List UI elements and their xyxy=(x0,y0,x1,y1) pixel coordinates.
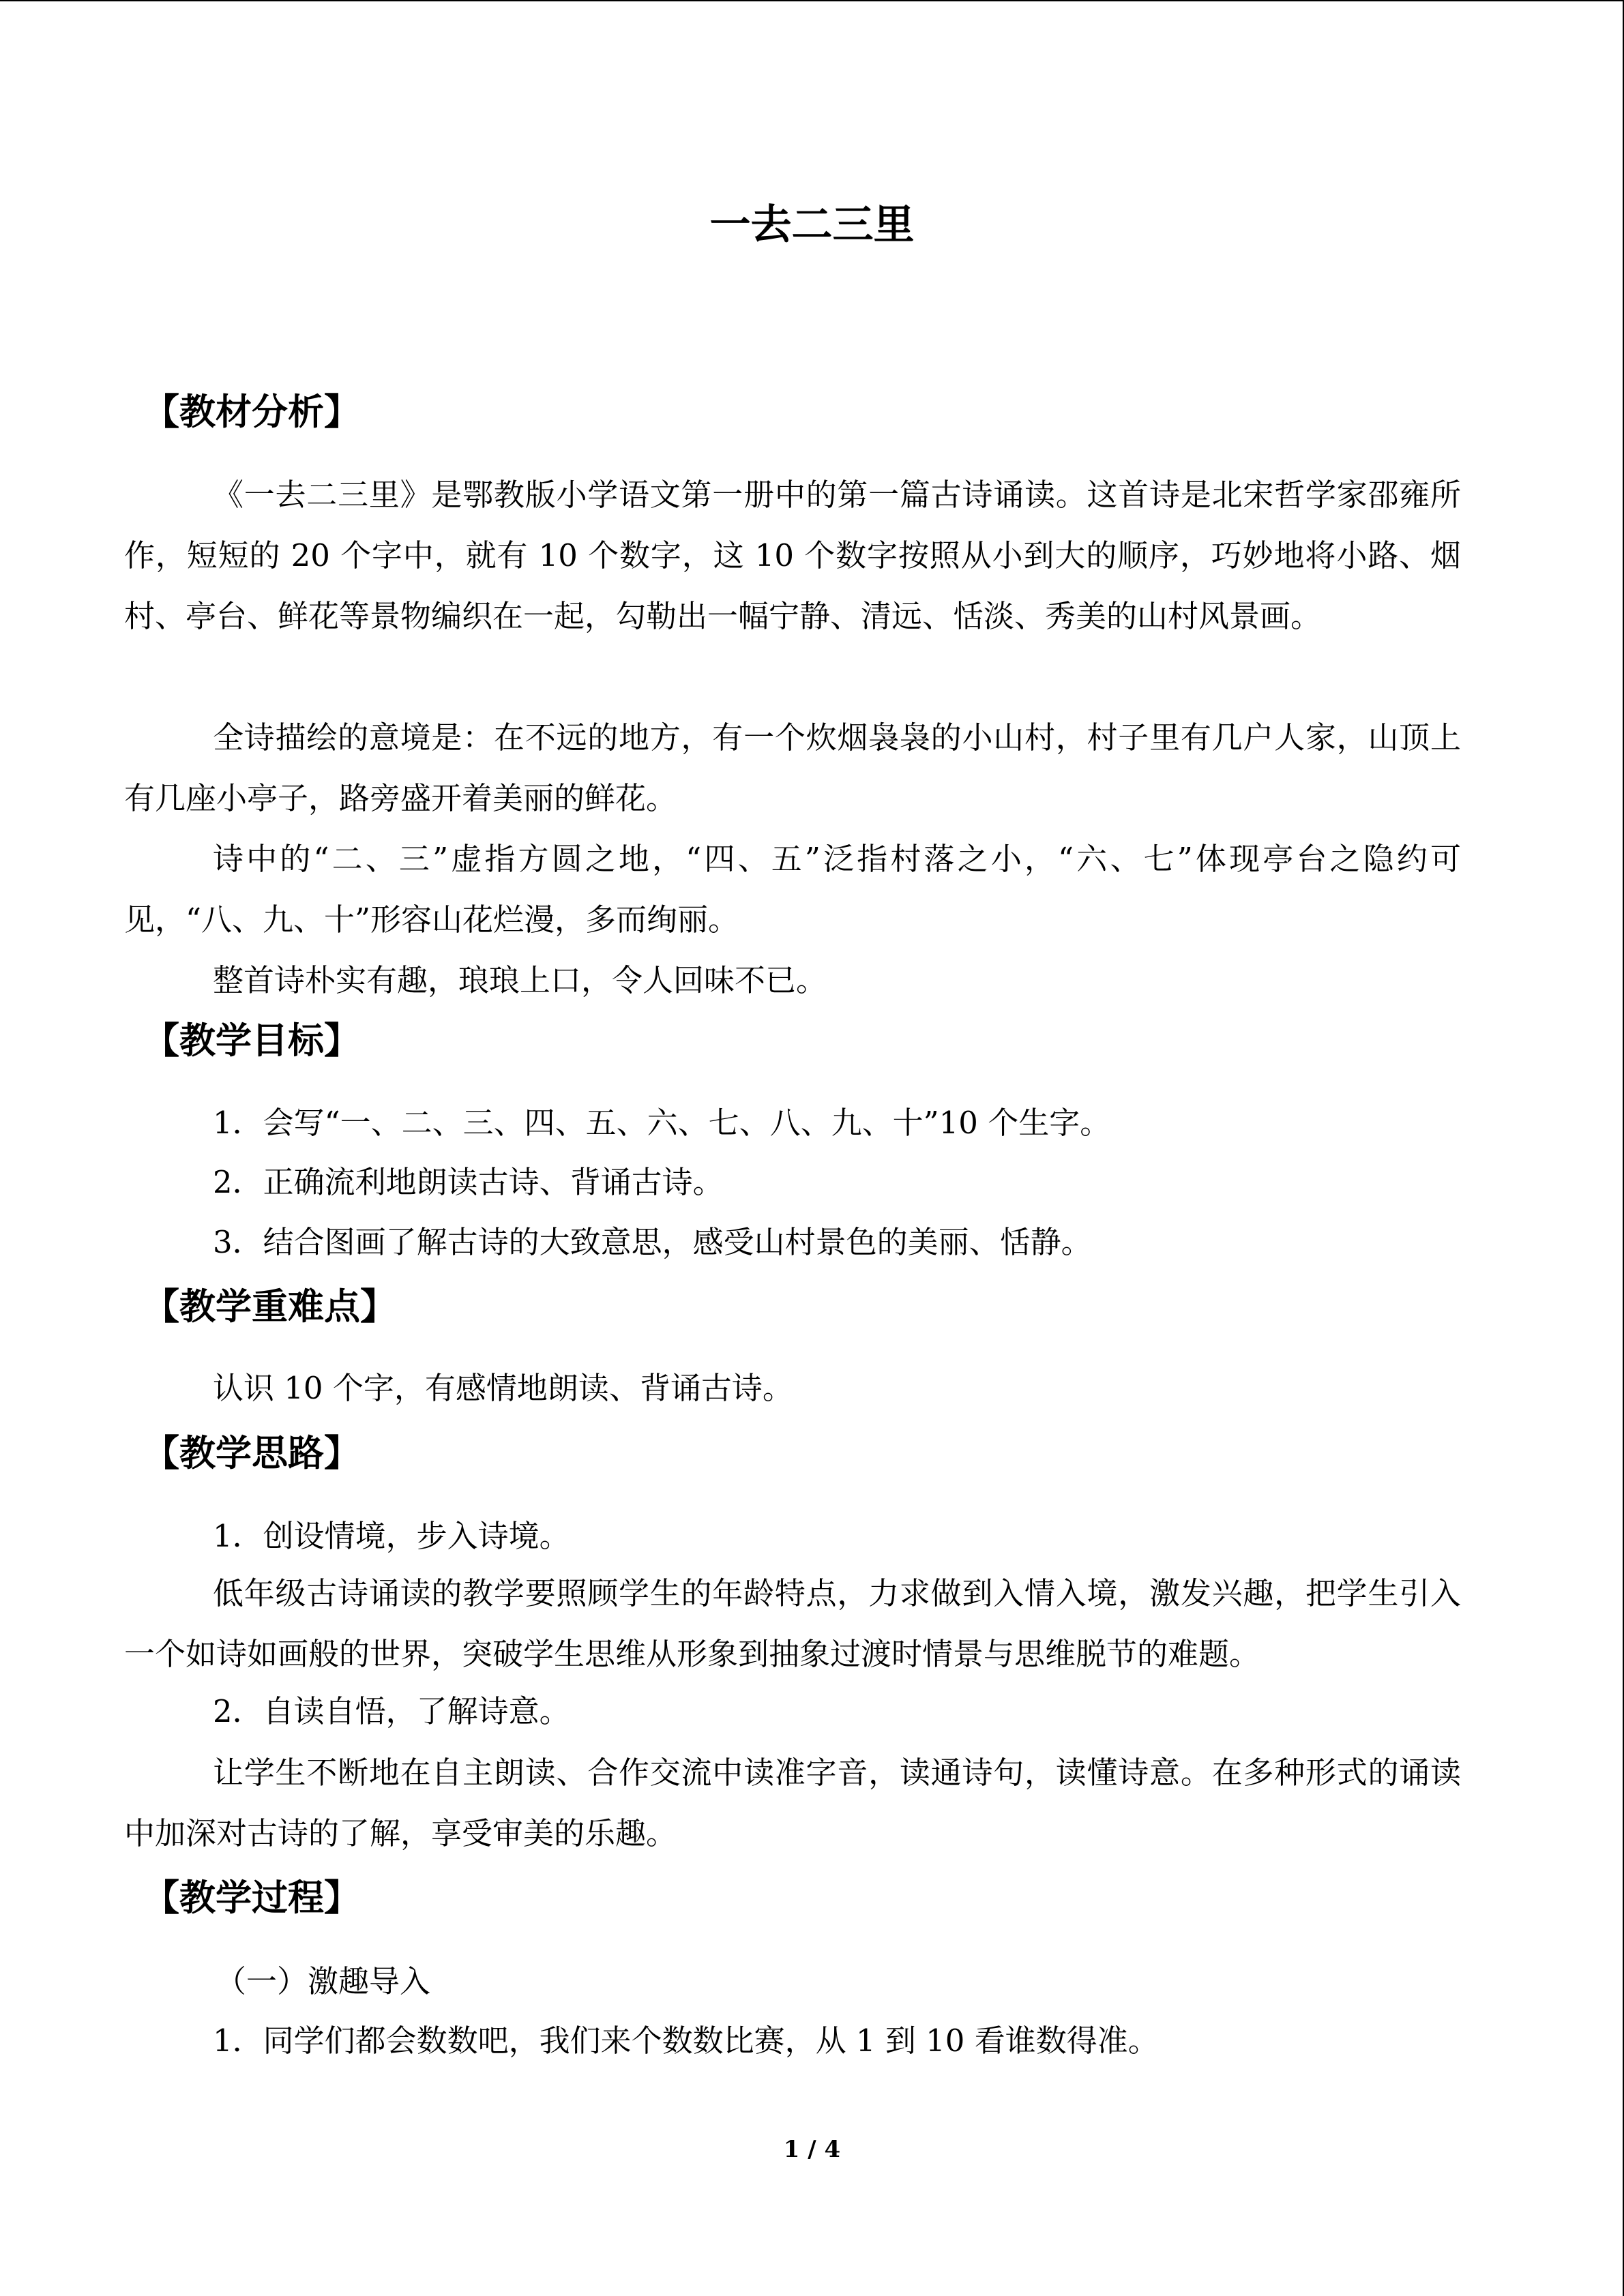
page-title: 一去二三里 xyxy=(709,201,915,249)
approach-paragraph-2: 让学生不断地在自主朗读、合作交流中读准字音，读通诗句，读懂诗意。在多种形式的诵读中加深对古诗的了解，享受审美的乐趣。 xyxy=(124,1755,1461,1851)
process-subheading-1: （一）激趣导入 xyxy=(216,1963,431,1999)
key-points-text: 认识 10 个字，有感情地朗读、背诵古诗。 xyxy=(213,1370,793,1406)
analysis-paragraph-3: 诗中的“二、三”虚指方圆之地，“四、五”泛指村落之小，“六、七”体现亭台之隐约可见，“八、九、十”形容山花烂漫，多而绚丽。 xyxy=(124,841,1461,938)
heading-objectives: 【教学目标】 xyxy=(143,1020,360,1062)
heading-key-points: 【教学重难点】 xyxy=(143,1286,396,1328)
page-number: 1 / 4 xyxy=(783,2136,841,2163)
approach-step-2: 2．自读自悟，了解诗意。 xyxy=(213,1693,570,1729)
objective-item-1: 1．会写“一、二、三、四、五、六、七、八、九、十”10 个生字。 xyxy=(213,1105,1111,1141)
approach-paragraph-1: 低年级古诗诵读的教学要照顾学生的年龄特点，力求做到入情入境，激发兴趣，把学生引入一个如诗如画般的世界，突破学生思维从形象到抽象过渡时情景与思维脱节的难题。 xyxy=(124,1575,1461,1672)
heading-approach: 【教学思路】 xyxy=(143,1433,360,1474)
analysis-paragraph-4: 整首诗朴实有趣，琅琅上口，令人回味不已。 xyxy=(213,962,827,998)
analysis-paragraph-1: 《一去二三里》是鄂教版小学语文第一册中的第一篇古诗诵读。这首诗是北宋哲学家邵雍所作，短短的 20 个字中，就有 10 个数字，这 10 个数字按照从小到大的顺序，巧妙地将小路、烟村、亭台、鲜花等景物编织在一起，勾勒出一幅宁静、清远、恬淡、秀美的山村风景画。 xyxy=(124,477,1461,634)
objective-item-2: 2．正确流利地朗读古诗、背诵古诗。 xyxy=(213,1164,724,1200)
analysis-paragraph-2: 全诗描绘的意境是：在不远的地方，有一个炊烟袅袅的小山村，村子里有几户人家，山顶上有几座小亭子，路旁盛开着美丽的鲜花。 xyxy=(124,719,1461,816)
heading-analysis: 【教材分析】 xyxy=(143,391,360,433)
approach-step-1: 1．创设情境，步入诗境。 xyxy=(213,1518,570,1554)
heading-process: 【教学过程】 xyxy=(143,1877,360,1919)
page-top-border xyxy=(0,0,1624,1)
process-item-1: 1．同学们都会数数吧，我们来个数数比赛，从 1 到 10 看谁数得准。 xyxy=(213,2023,1159,2059)
objective-item-3: 3．结合图画了解古诗的大致意思，感受山村景色的美丽、恬静。 xyxy=(213,1224,1092,1260)
